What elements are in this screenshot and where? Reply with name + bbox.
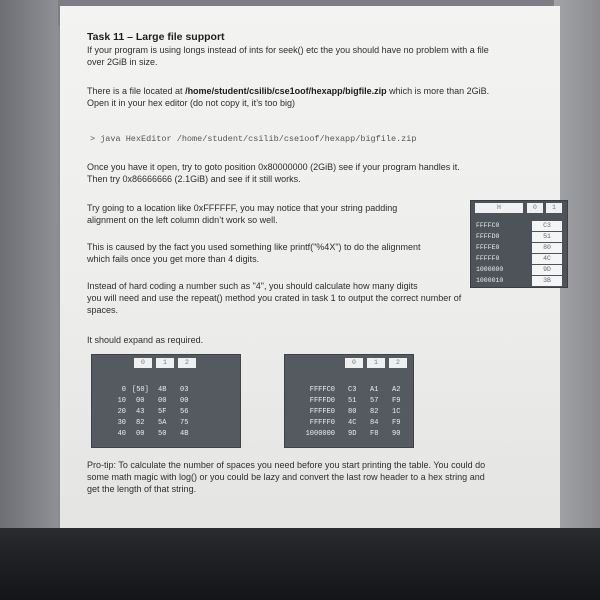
paragraph-line: Instead of hard coding a number such as "4", you should calculate how many digits bbox=[87, 281, 418, 291]
row-header: 0 bbox=[121, 386, 126, 394]
cell-value: C3 bbox=[532, 221, 562, 231]
paragraph-line: over 2GiB in size. bbox=[87, 57, 158, 67]
row-header: 20 bbox=[117, 408, 126, 416]
cell-value: F8 bbox=[370, 430, 379, 438]
cell-value: 57 bbox=[370, 397, 379, 405]
column-header: 1 bbox=[156, 358, 174, 368]
cell-value: 75 bbox=[180, 419, 189, 427]
text-run: which is more than 2GiB. bbox=[386, 86, 490, 96]
file-path: /home/student/csilib/cse1oof/hexapp/bigfile.zip bbox=[185, 86, 387, 96]
paragraph-line: get the length of that string. bbox=[87, 484, 197, 494]
cell-value: 5A bbox=[158, 419, 167, 427]
cell-value: F9 bbox=[392, 397, 401, 405]
cell-value: 80 bbox=[348, 408, 357, 416]
paragraph-line: Then try 0x86666666 (2.1GiB) and see if it still works. bbox=[87, 174, 301, 184]
hex-table-mini bbox=[470, 200, 568, 288]
paragraph-line: This is caused by the fact you used something like printf("%4X") to do the alignment bbox=[87, 242, 421, 252]
column-header: 2 bbox=[389, 358, 407, 368]
cell-value: 5F bbox=[158, 408, 167, 416]
cell-value: A2 bbox=[392, 386, 401, 394]
cell-value: 4C bbox=[532, 254, 562, 264]
cell-value: 51 bbox=[348, 397, 357, 405]
cell-value: 00 bbox=[136, 430, 145, 438]
cell-value: 43 bbox=[136, 408, 145, 416]
row-header: 1000000 bbox=[476, 266, 504, 273]
text-run: There is a file located at bbox=[87, 86, 186, 96]
row-header: FFFFC0 bbox=[476, 222, 500, 229]
cell-value: 56 bbox=[180, 408, 189, 416]
cell-value: 82 bbox=[370, 408, 379, 416]
cell-value: 9D bbox=[348, 430, 357, 438]
cell-value: 80 bbox=[532, 243, 562, 253]
cell-value: 4B bbox=[158, 386, 167, 394]
row-header: FFFFF0 bbox=[476, 255, 500, 262]
column-header: 0 bbox=[345, 358, 363, 368]
cell-value: 4B bbox=[180, 430, 189, 438]
cell-value: 4C bbox=[348, 419, 357, 427]
cell-value: 51 bbox=[532, 232, 562, 242]
cell-value: 9D bbox=[532, 265, 562, 275]
column-header: H bbox=[475, 203, 523, 213]
cell-value: F9 bbox=[392, 419, 401, 427]
row-header: 10 bbox=[117, 397, 126, 405]
paragraph-line: It should expand as required. bbox=[87, 335, 204, 345]
paragraph-line bbox=[87, 85, 489, 97]
cell-value: 90 bbox=[392, 430, 401, 438]
hex-table-small bbox=[91, 354, 241, 448]
document-page bbox=[60, 6, 560, 531]
cell-value: 00 bbox=[180, 397, 189, 405]
paragraph-line: you will need and use the repeat() method you crated in task 1 to output the correct number of bbox=[87, 293, 462, 303]
paragraph-line: Open it in your hex editor (do not copy it, it’s too big) bbox=[87, 98, 295, 108]
monitor-bezel-left bbox=[0, 0, 58, 535]
row-header: FFFFF0 bbox=[309, 419, 335, 427]
row-header: FFFFE0 bbox=[309, 408, 335, 416]
row-header: FFFFD0 bbox=[476, 233, 500, 240]
cell-value: 3B bbox=[532, 276, 562, 286]
column-header: 0 bbox=[527, 203, 543, 213]
paragraph-line: alignment on the left column didn’t work so well. bbox=[87, 215, 278, 225]
paragraph-line: Once you have it open, try to goto position 0x80000000 (2GiB) see if your program handles it. bbox=[87, 162, 460, 172]
cell-value: 1C bbox=[392, 408, 401, 416]
cell-value: A1 bbox=[370, 386, 379, 394]
cell-value: 82 bbox=[136, 419, 145, 427]
task-title: Task 11 – Large file support bbox=[87, 31, 225, 43]
column-header: 2 bbox=[178, 358, 196, 368]
paragraph-line: some math magic with log() or you could be lazy and convert the last row header to a hex string and bbox=[87, 472, 485, 482]
command-line: > java HexEditor /home/student/csilib/cse1oof/hexapp/bigfile.zip bbox=[90, 134, 417, 144]
cell-value: 00 bbox=[136, 397, 145, 405]
hex-table-expanded bbox=[284, 354, 414, 448]
row-header: 1000000 bbox=[305, 430, 335, 438]
column-header: 1 bbox=[367, 358, 385, 368]
paragraph-line: Try going to a location like 0xFFFFFF, you may notice that your string padding bbox=[87, 203, 398, 213]
row-header: FFFFC0 bbox=[309, 386, 335, 394]
row-header: FFFFD0 bbox=[309, 397, 335, 405]
paragraph-line: spaces. bbox=[87, 305, 119, 315]
cell-value: [50] bbox=[132, 386, 149, 394]
cell-value: 03 bbox=[180, 386, 189, 394]
column-header: 0 bbox=[134, 358, 152, 368]
paragraph-line: Pro-tip: To calculate the number of spaces you need before you start printing the table. You could do bbox=[87, 460, 486, 470]
cell-value: 84 bbox=[370, 419, 379, 427]
cell-value: C3 bbox=[348, 386, 357, 394]
paragraph-line: which fails once you get more than 4 digits. bbox=[87, 254, 260, 264]
column-header: 1 bbox=[546, 203, 562, 213]
cell-value: 00 bbox=[158, 397, 167, 405]
row-header: 30 bbox=[117, 419, 126, 427]
row-header: FFFFE0 bbox=[476, 244, 500, 251]
row-header: 1000010 bbox=[476, 277, 504, 284]
desk-surface bbox=[0, 528, 600, 600]
row-header: 40 bbox=[117, 430, 126, 438]
cell-value: 50 bbox=[158, 430, 167, 438]
paragraph-line: If your program is using longs instead of ints for seek() etc the you should have no problem with a file bbox=[87, 45, 489, 55]
